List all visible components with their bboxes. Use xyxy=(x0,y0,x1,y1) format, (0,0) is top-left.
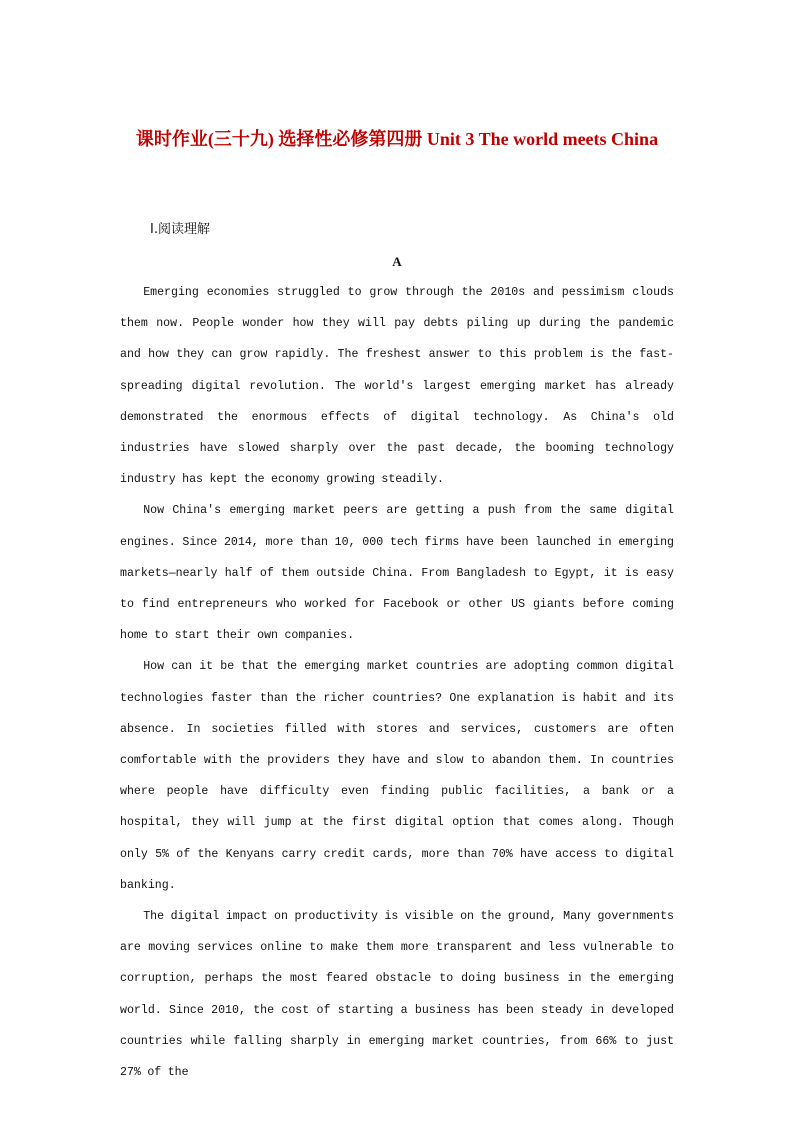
paragraph: The digital impact on productivity is visible on the ground, Many governments are moving services online to make them more transparent and less vulnerable to corruption, perhaps the most feared obstacle to doing business in the emerging world. Since 2010, the cost of starting a business has been steady in developed countries while falling sharply in emerging market countries, from 66% to just 27% of the xyxy=(120,910,674,1080)
passage-label: A xyxy=(392,254,402,269)
section-heading: Ⅰ.阅读理解 xyxy=(150,222,210,237)
paragraph: Emerging economies struggled to grow through the 2010s and pessimism clouds them now. People wonder how they will pay debts piling up during the pandemic and how they can grow rapidly. The freshest answer to this problem is the fast-spreading digital revolution. The world's largest emerging market has already demonstrated the enormous effects of digital technology. As China's old industries have slowed sharply over the past decade, the booming technology industry has kept the economy growing steadily. xyxy=(120,286,674,487)
paragraph: Now China's emerging market peers are getting a push from the same digital engines. Since 2014, more than 10, 000 tech firms have been launched in emerging markets—nearly half of them outside China. From Bangladesh to Egypt, it is easy to find entrepreneurs who worked for Facebook or other US giants before coming home to start their own companies. xyxy=(120,504,674,643)
passage-body xyxy=(120,277,674,1088)
page-title: 课时作业(三十九) 选择性必修第四册 Unit 3 The world meets China xyxy=(135,129,659,149)
paragraph: How can it be that the emerging market countries are adopting common digital technologies faster than the richer countries? One explanation is habit and its absence. In societies filled with stores and services, customers are often comfortable with the providers they have and slow to abandon them. In countries where people have difficulty even finding public facilities, a bank or a hospital, they will jump at the first digital option that comes along. Though only 5% of the Kenyans carry credit cards, more than 70% have access to digital banking. xyxy=(120,660,674,892)
